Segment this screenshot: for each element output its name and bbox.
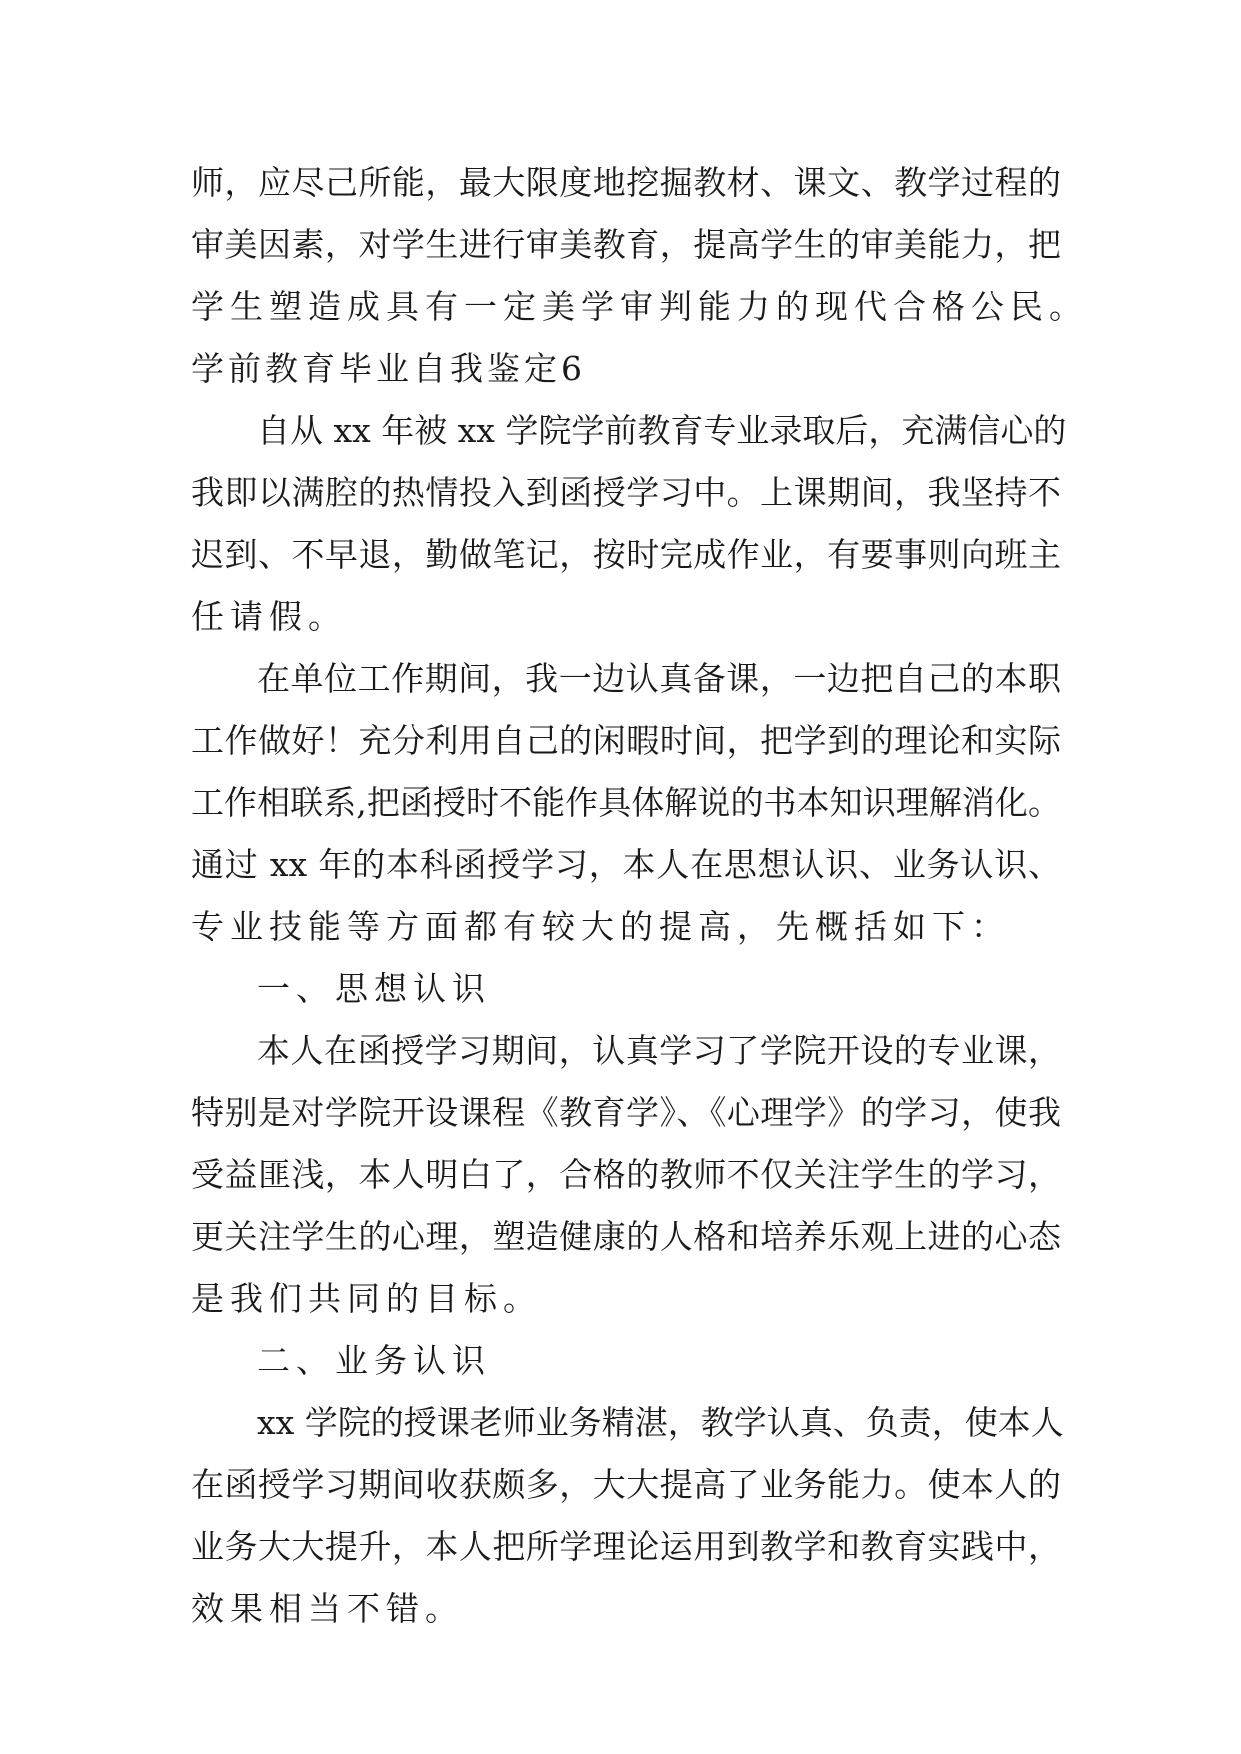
subsection-heading: 二、业务认识 [257,1341,491,1380]
body-text-line: 专业技能等方面都有较大的提高，先概括如下： [191,907,1010,946]
body-text-line: 迟到、不早退，勤做笔记，按时完成作业，有要事则向班主 [191,535,1061,574]
section-title: 学前教育毕业自我鉴定6 [191,349,586,388]
document-page [191,152,1088,1640]
body-text-line: 业务大大提升，本人把所学理论运用到教学和教育实践中， [191,1527,1061,1566]
body-text-line: 工作做好！充分利用自己的闲暇时间，把学到的理论和实际 [191,721,1061,760]
body-text-line: 自从 xx 年被 xx 学院学前教育专业录取后，充满信心的 [257,411,1067,450]
body-text-line: 学生塑造成具有一定美学审判能力的现代合格公民。 [191,287,1088,326]
body-text-line: 是我们共同的目标。 [191,1279,542,1318]
body-text-line: 本人在函授学习期间，认真学习了学院开设的专业课， [257,1031,1061,1070]
body-text-line: 受益匪浅，本人明白了，合格的教师不仅关注学生的学习， [191,1155,1061,1194]
body-text-line: 在单位工作期间，我一边认真备课，一边把自己的本职 [257,659,1061,698]
body-text-line: 任请假。 [191,597,347,636]
subsection-heading: 一、思想认识 [257,969,491,1008]
body-text-line: 工作相联系,把函授时不能作具体解说的书本知识理解消化。 [191,783,1061,822]
body-text-line: 师，应尽己所能，最大限度地挖掘教材、课文、教学过程的 [191,163,1061,202]
body-text-line: 我即以满腔的热情投入到函授学习中。上课期间，我坚持不 [191,473,1061,512]
body-text-line: 通过 xx 年的本科函授学习，本人在思想认识、业务认识、 [191,845,1061,884]
body-text-line: 特别是对学院开设课程《教育学》、《心理学》的学习，使我 [191,1093,1061,1132]
body-text-line: 效果相当不错。 [191,1589,464,1628]
body-text-line: 在函授学习期间收获颇多，大大提高了业务能力。使本人的 [191,1465,1061,1504]
body-text-line: xx 学院的授课老师业务精湛，教学认真、负责，使本人 [257,1403,1064,1442]
body-text-line: 审美因素，对学生进行审美教育，提高学生的审美能力，把 [191,225,1061,264]
body-text-line: 更关注学生的心理，塑造健康的人格和培养乐观上进的心态 [191,1217,1061,1256]
